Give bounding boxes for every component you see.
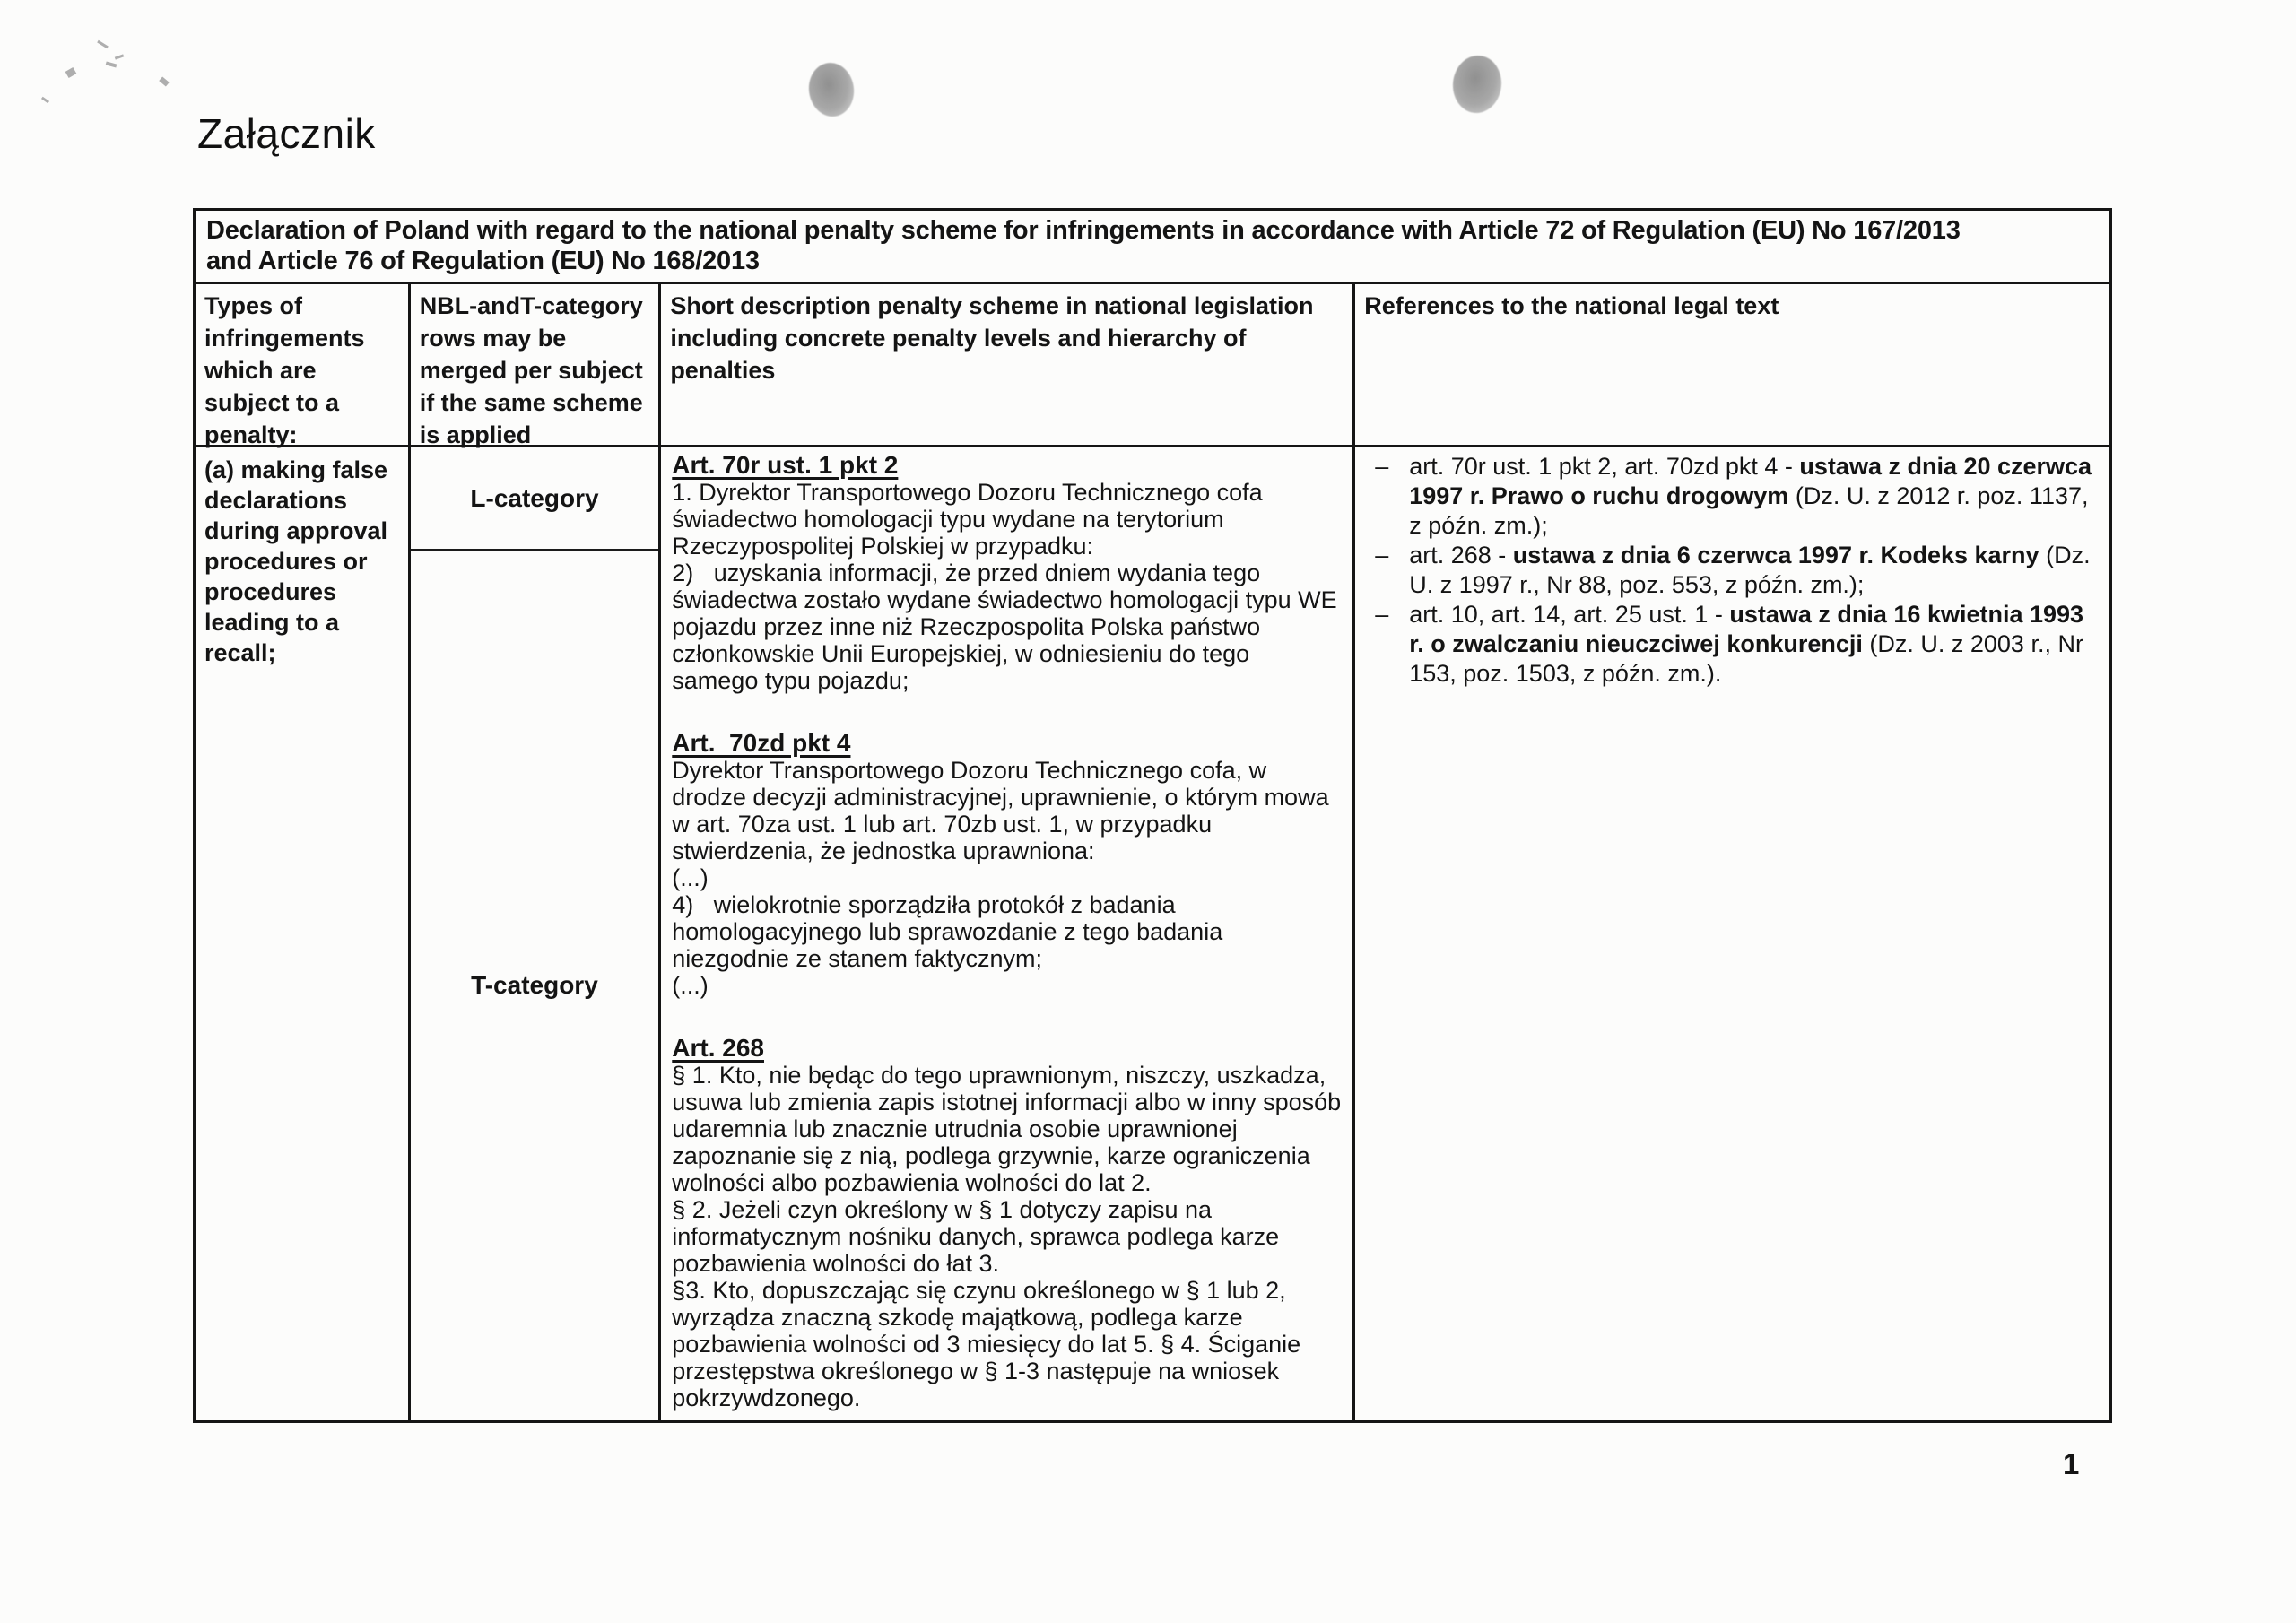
reference-text: art. 268 - ustawa z dnia 6 czerwca 1997 r. Kodeks karny (Dz. U. z 1997 r., Nr 88, poz. 553, z późn. zm.); [1409, 542, 2091, 598]
dash-bullet: – [1375, 601, 1389, 628]
pencil-mark [65, 67, 77, 78]
law-paragraph: 2) uzyskania informacji, że przed dniem wydania tego świadectwa zostało wydane świadectwo homologacji typu WE pojazdu przez inne niż Rzeczpospolita Polska państwo członkowskie Unii Europejskiej, w odniesieniu do tego samego typu pojazdu; [672, 560, 1337, 694]
law-paragraph: Dyrektor Transportowego Dozoru Technicznego cofa, w drodze decyzji administracyjnej, uprawnienie, o którym mowa w art. 70za ust. 1 lub art. 70zb ust. 1, w przypadku stwierdzenia, że jednostka uprawniona: [672, 757, 1329, 864]
annex-label: Załącznik [197, 110, 376, 157]
reference-item [1361, 600, 2102, 689]
page-number: 1 [2063, 1447, 2080, 1480]
law-paragraph: 1. Dyrektor Transportowego Dozoru Technicznego cofa świadectwo homologacji typu wydane na terytorium Rzeczypospolitej Polskiej w przypadku: [672, 479, 1263, 560]
dash-bullet: – [1375, 453, 1389, 480]
law-section-heading: Art. 70r ust. 1 pkt 2 [672, 451, 899, 479]
law-paragraph: 4) wielokrotnie sporządziła protokół z badania homologacyjnego lub sprawozdanie z tego badania niezgodnie ze stanem faktycznym; [672, 891, 1223, 972]
reference-text: art. 10, art. 14, art. 25 ust. 1 - ustawa z dnia 16 kwietnia 1993 r. o zwalczaniu nieuczciwej konkurencji (Dz. U. z 2003 r., Nr 153, poz. 1503, z późn. zm.). [1409, 601, 2084, 687]
punch-hole-smudge-right [1450, 53, 1504, 115]
law-paragraph: §3. Kto, dopuszczając się czynu określonego w § 1 lub 2, wyrządza znaczną szkodę majątkową, podlega karze pozbawienia wolności od 3 miesięcy do lat 5. § 4. Ściganie przestępstwa określonego w § 1-3 następuje na wniosek pokrzywdzonego. [672, 1277, 1301, 1411]
table-title-line1: Declaration of Poland with regard to the national penalty scheme for infringements in accordance with Article 72 of Regulation (EU) No 167/2013 [206, 216, 1961, 245]
reference-text: art. 70r ust. 1 pkt 2, art. 70zd pkt 4 - ustawa z dnia 20 czerwca 1997 r. Prawo o ruchu drogowym (Dz. U. z 2012 r. poz. 1137, z późn. zm.); [1409, 453, 2092, 539]
law-paragraph: § 2. Jeżeli czyn określony w § 1 dotyczy zapisu na informatycznym nośniku danych, sprawca podlega karze pozbawienia wolności do łat 3. [672, 1196, 1280, 1277]
law-section-heading: Art. 268 [672, 1034, 764, 1062]
penalty-description-cell [661, 447, 1355, 1420]
references-cell [1355, 447, 2109, 1420]
reference-list [1361, 452, 2102, 689]
column-header-category-rows: NBL-andT-category rows may be merged per subject if the same scheme is applied [411, 284, 662, 445]
law-section [672, 452, 1342, 694]
punch-hole-smudge-left [805, 60, 857, 119]
table-header-row [196, 284, 2109, 447]
infringement-type-cell: (a) making false declarations during approval procedures or procedures leading to a recall; [196, 447, 411, 1420]
column-header-infringement-types: Types of infringements which are subject to a penalty: [196, 284, 411, 445]
declaration-table [193, 208, 2112, 1423]
law-paragraph: (...) [672, 972, 709, 999]
law-section [672, 1035, 1342, 1411]
law-sections [672, 452, 1342, 1411]
law-section-heading: Art. 70zd pkt 4 [672, 729, 851, 757]
column-header-references: References to the national legal text [1364, 292, 1779, 319]
pencil-mark [159, 76, 170, 86]
category-label-l: L-category [411, 447, 659, 551]
category-cell [411, 447, 662, 1420]
reference-item [1361, 452, 2102, 541]
law-paragraph: (...) [672, 864, 709, 891]
law-paragraph: § 1. Kto, nie będąc do tego uprawnionym, niszczy, uszkadza, usuwa lub zmienia zapis istotnej informacji albo w inny sposób udaremnia lub znacznie utrudnia osobie uprawnionej zapoznanie się z nią, podlega grzywnie, karze ograniczenia wolności albo pozbawienia wolności do lat 2. [672, 1062, 1342, 1196]
pencil-mark [97, 40, 109, 48]
table-title [196, 211, 2109, 284]
pencil-mark [115, 54, 124, 59]
pencil-mark [106, 62, 117, 68]
dash-bullet: – [1375, 542, 1389, 568]
table-title-line2: and Article 76 of Regulation (EU) No 168/2013 [206, 247, 760, 275]
table-row [196, 447, 2109, 1420]
column-header-short-description: Short description penalty scheme in national legislation including concrete penalty levels and hierarchy of penalties [661, 284, 1355, 445]
category-label-t: T-category [471, 971, 598, 999]
reference-item [1361, 541, 2102, 600]
law-section [672, 730, 1342, 999]
pencil-mark [41, 97, 49, 104]
